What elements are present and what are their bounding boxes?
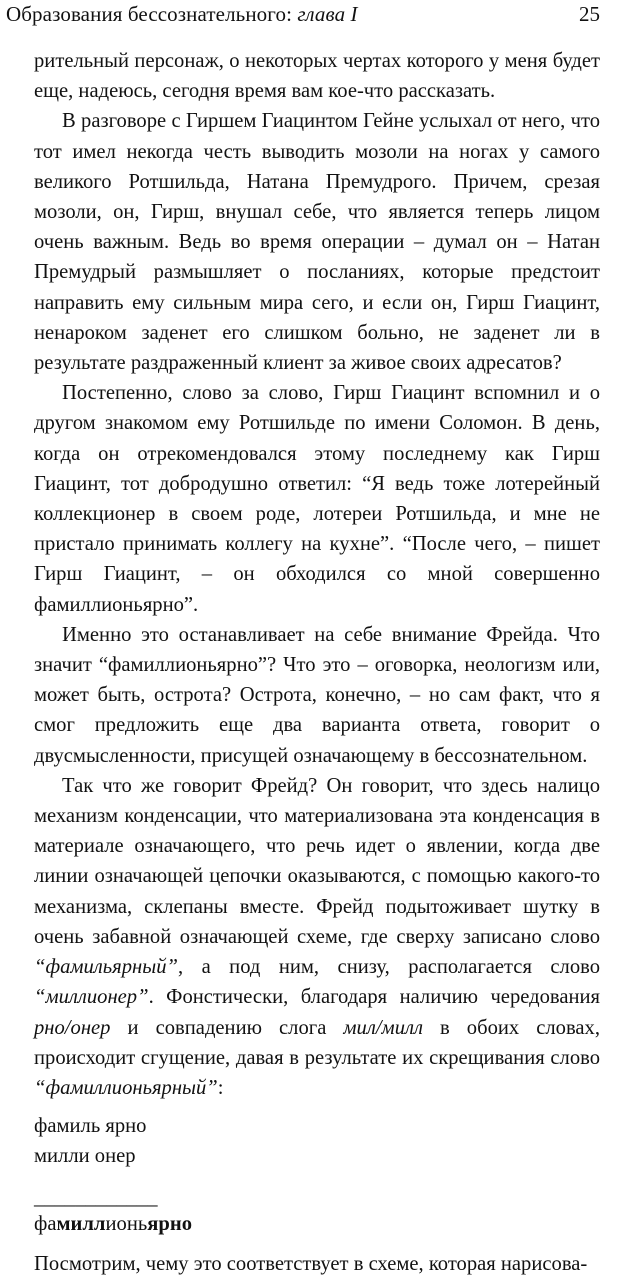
italic-word: “фамильярный” [34, 956, 178, 979]
running-head-chapter: глава I [297, 2, 358, 26]
word-scheme [34, 1111, 600, 1239]
page-number: 25 [579, 2, 600, 26]
scheme-result-part: фа [34, 1213, 57, 1236]
paragraph-text: и совпадению слога [110, 1016, 344, 1039]
paragraph: рительный персонаж, о некоторых чертах которого у меня будет еще, надеюсь, сегодня время вам кое-что рассказать. [34, 50, 600, 103]
paragraph: Именно это останавливает на себе внимание Фрейда. Что значит “фамиллионьярно”? Что это – оговорка, неологизм или, может быть, острота? Острота, конечно, – но сам факт, что я смог предложить еще два варианта ответа, говорит о двусмысленности, присущей означающему в бессознательном. [34, 623, 600, 767]
last-line: Посмотрим, чему это соответствует в схеме, которая нарисова- [34, 1253, 588, 1276]
paragraph-text: , а под ним, снизу, располагается слово [177, 956, 600, 979]
paragraph-text: . Фонстически, благодаря наличию чередования [148, 986, 600, 1009]
paragraph [34, 771, 600, 1103]
paragraph-text: в обоих словах, происходит сгущение, давая в результате их скрещивания слово [34, 1016, 600, 1069]
scheme-line-top: фамиль ярно [34, 1115, 147, 1138]
italic-word: “миллионер” [34, 986, 149, 1009]
scheme-result-part: ионь [105, 1213, 148, 1236]
body-text [34, 46, 600, 1103]
scheme-result [34, 1209, 600, 1239]
paragraph: Постепенно, слово за слово, Гирш Гиацинт вспомнил и о другом знакомом ему Ротшильде по имени Соломон. В день, когда он отрекомендовался этому последнему как Гирш Гиацинт, тот добродушно ответил: “Я ведь тоже лотерейный коллекционер в своем роде, лотереи Ротшильда, и мне не пристало принимать коллегу на кухне”. “После чего, – пишет Гирш Гиацинт, – он обходился со мной совершенно фамиллионьярно”. [34, 382, 600, 616]
paragraph-text: : [217, 1076, 224, 1099]
paragraph-text: Так что же говорит Фрейд? Он говорит, что здесь налицо механизм конденсации, что материализована эта конденсация в материале означающего, что речь идет о явлении, когда две линии означающей цепочки оказываются, с помощью какого-то механизма, склепаны вместе. Фрейд подытоживает шутку в очень забавной означающей схеме, где сверху записано слово [34, 774, 600, 948]
scheme-rule: ____________ [34, 1187, 158, 1210]
scheme-result-bold: ярно [147, 1213, 192, 1236]
running-head-title: Образования бессознательного: [6, 2, 298, 26]
italic-word: рно/онер [34, 1016, 111, 1039]
page-header [6, 0, 600, 46]
italic-word: мил/милл [343, 1016, 423, 1039]
italic-word: “фамиллионьярный” [34, 1076, 218, 1099]
running-head [6, 2, 358, 27]
scheme-result-bold: милл [56, 1213, 106, 1236]
paragraph: В разговоре с Гиршем Гиацинтом Гейне услыхал от него, что тот имел некогда честь выводить мозоли на ногах у самого великого Ротшильда, Натана Премудрого. Причем, срезая мозоли, он, Гирш, внушал себе, что является теперь лицом очень важным. Ведь во время операции – думал он – Натан Премудрый размышляет о посланиях, которые предстоит направить ему сильным мира сего, и если он, Гирш Гиацинт, ненароком заденет его слишком больно, не заденет ли в результате раздраженный клиент за живое своих адресатов? [34, 110, 600, 375]
scheme-line-bottom: милли онер [34, 1145, 136, 1168]
